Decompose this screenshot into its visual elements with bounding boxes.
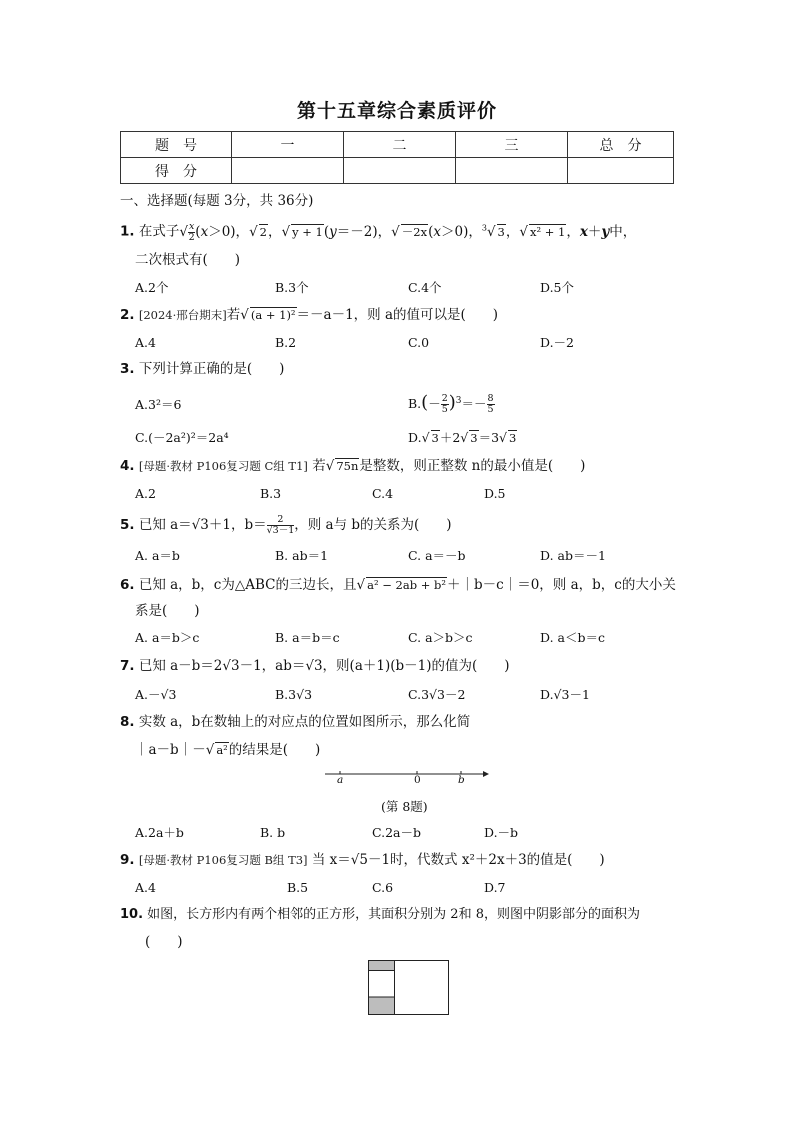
option-d[interactable]: D. ab＝－1 bbox=[540, 548, 606, 563]
question-text: 在式子 bbox=[138, 223, 180, 240]
option-a[interactable]: A.2个 bbox=[135, 280, 169, 295]
question-2 bbox=[120, 306, 498, 324]
score-input-cell[interactable] bbox=[456, 158, 568, 184]
question-text: 下列计算正确的是( ) bbox=[138, 361, 285, 377]
question-number: 5. bbox=[120, 517, 135, 533]
question-number: 3. bbox=[120, 361, 135, 377]
table-cell: 一 bbox=[232, 132, 344, 158]
axis-label-a: a bbox=[337, 774, 344, 786]
question-10 bbox=[120, 906, 640, 924]
question-8-line2 bbox=[135, 741, 320, 759]
question-text: 已知 a，b，c为△ABC的三边长，且 bbox=[138, 577, 357, 593]
math-expression: √ 75n bbox=[325, 458, 359, 474]
option-d[interactable]: D.√3－1 bbox=[540, 687, 590, 702]
option-c[interactable]: C.0 bbox=[408, 335, 430, 350]
score-input-cell[interactable] bbox=[232, 158, 344, 184]
question-number: 4. bbox=[120, 458, 135, 474]
table-cell: 二 bbox=[344, 132, 456, 158]
option-c[interactable]: C.4个 bbox=[408, 280, 442, 295]
question-1 bbox=[120, 219, 636, 243]
option-c[interactable]: C. a＞b＞c bbox=[408, 630, 473, 645]
option-d[interactable]: D.√ 3＋2√ 3＝3√ 3 bbox=[408, 430, 517, 445]
table-row bbox=[121, 158, 674, 184]
option-b[interactable]: B. b bbox=[260, 825, 286, 840]
question-3 bbox=[120, 360, 284, 378]
question-text: ＝－a－1，则 a的值可以是( ) bbox=[296, 307, 499, 323]
table-cell: 三 bbox=[456, 132, 568, 158]
option-b[interactable]: B. ab＝1 bbox=[275, 548, 329, 563]
question-text: ＋｜b－c｜＝0，则 a，b，c的大小关 bbox=[447, 577, 676, 593]
option-d[interactable]: D.5 bbox=[484, 486, 506, 501]
option-d[interactable]: D.7 bbox=[484, 880, 506, 895]
question-source: [2024·邢台期末] bbox=[138, 308, 227, 322]
question-text: 若 bbox=[226, 307, 241, 323]
shaded-region bbox=[369, 961, 395, 971]
score-input-cell[interactable] bbox=[344, 158, 456, 184]
table-cell: 题 号 bbox=[121, 132, 232, 158]
axis-label-b: b bbox=[458, 774, 465, 786]
option-label: B. bbox=[408, 396, 422, 412]
question-6-line2: 系是( ) bbox=[135, 603, 200, 619]
question-text: 实数 a，b在数轴上的对应点的位置如图所示，那么化简 bbox=[138, 714, 471, 730]
option-a[interactable]: A.4 bbox=[135, 335, 156, 350]
option-a[interactable]: A. a＝b bbox=[135, 548, 180, 563]
math-expression: √ (a + 1)² bbox=[240, 307, 296, 323]
question-number: 6. bbox=[120, 577, 135, 593]
question-10-line2: ( ) bbox=[145, 934, 183, 950]
question-1-line2: 二次根式有( ) bbox=[135, 252, 241, 268]
option-c[interactable]: C.4 bbox=[372, 486, 394, 501]
question-number: 1. bbox=[120, 223, 135, 240]
arrow-right-icon bbox=[483, 771, 489, 777]
question-4 bbox=[120, 457, 585, 475]
question-text: 已知 a－b＝2√3－1，ab＝√3，则(a＋1)(b－1)的值为( ) bbox=[138, 658, 510, 674]
math-expression: √ a² − 2ab + b² bbox=[356, 577, 446, 593]
figure-caption: (第 8题) bbox=[381, 799, 428, 814]
option-d[interactable]: D.－2 bbox=[540, 335, 575, 350]
number-line-figure bbox=[325, 765, 490, 789]
option-c[interactable]: C. a＝－b bbox=[408, 548, 466, 563]
option-a[interactable]: A.4 bbox=[135, 880, 156, 895]
question-text: 是整数，则正整数 n的最小值是( ) bbox=[359, 458, 586, 474]
question-text: 当 x＝√5－1时，代数式 x²＋2x＋3的值是( ) bbox=[311, 852, 605, 868]
table-cell: 总 分 bbox=[568, 132, 674, 158]
axis-label-zero: 0 bbox=[414, 774, 421, 786]
option-d[interactable]: D.5个 bbox=[540, 280, 575, 295]
option-c[interactable]: C.6 bbox=[372, 880, 394, 895]
option-b[interactable]: B.(－ $\frac{2}{5}$ )$^3$＝－ $\frac{8}{5}$ bbox=[408, 392, 494, 416]
question-8 bbox=[120, 713, 470, 731]
option-a[interactable]: A.2a＋b bbox=[135, 825, 184, 840]
question-source: [母题·教材 P106复习题 B组 T3] bbox=[138, 853, 308, 867]
question-number: 8. bbox=[120, 714, 135, 730]
option-a[interactable]: A.2 bbox=[135, 486, 156, 501]
question-text: 已知 a＝√3＋1，b＝ bbox=[138, 517, 267, 533]
option-d[interactable]: D.－b bbox=[484, 825, 519, 840]
option-a[interactable]: A.3²＝6 bbox=[135, 397, 182, 412]
option-b[interactable]: B.3√3 bbox=[275, 687, 313, 702]
score-input-cell[interactable] bbox=[568, 158, 674, 184]
question-text: 若 bbox=[312, 458, 326, 474]
question-number: 7. bbox=[120, 658, 135, 674]
option-c[interactable]: C.(－2a²)²＝2a⁴ bbox=[135, 430, 229, 445]
option-d[interactable]: D. a＜b＝c bbox=[540, 630, 605, 645]
math-expression: √ $\frac{x}{2}$ (x＞0)，√ 2，√ y + 1(y＝－2)，√ －2x(x＞0)，$^3$√ 3，√ x² + 1，x＋y中， bbox=[179, 220, 637, 243]
math-expression: √ a² bbox=[205, 742, 228, 758]
question-number: 9. bbox=[120, 852, 135, 868]
score-table bbox=[120, 131, 674, 184]
math-expression: $\frac{2}{√3-1}$ bbox=[266, 514, 295, 536]
question-text: ｜a－b｜－ bbox=[135, 742, 206, 758]
option-c[interactable]: C.2a－b bbox=[372, 825, 421, 840]
question-source: [母题·教材 P106复习题 C组 T1] bbox=[138, 459, 308, 473]
rectangle-squares-figure bbox=[368, 960, 450, 1016]
section-heading: 一、选择题(每题 3分，共 36分) bbox=[120, 193, 314, 209]
table-row bbox=[121, 132, 674, 158]
option-a[interactable]: A. a＝b＞c bbox=[135, 630, 200, 645]
option-label: D. bbox=[408, 430, 422, 445]
question-7 bbox=[120, 657, 510, 675]
table-cell: 得 分 bbox=[121, 158, 232, 184]
question-text: ，则 a与 b的关系为( ) bbox=[294, 517, 452, 533]
option-b[interactable]: B. a＝b＝c bbox=[275, 630, 340, 645]
option-c[interactable]: C.3√3－2 bbox=[408, 687, 466, 702]
option-b[interactable]: B.5 bbox=[287, 880, 309, 895]
question-number: 10. bbox=[120, 907, 144, 922]
option-b[interactable]: B.3 bbox=[260, 486, 282, 501]
question-number: 2. bbox=[120, 307, 135, 323]
page-title: 第十五章综合素质评价 bbox=[296, 100, 497, 122]
option-a[interactable]: A.－√3 bbox=[135, 687, 177, 702]
option-b[interactable]: B.2 bbox=[275, 335, 297, 350]
option-b[interactable]: B.3个 bbox=[275, 280, 309, 295]
question-5 bbox=[120, 515, 452, 536]
shaded-region bbox=[369, 997, 395, 1015]
question-text: 的结果是( ) bbox=[228, 742, 321, 758]
question-6 bbox=[120, 576, 676, 594]
question-text: 如图，长方形内有两个相邻的正方形，其面积分别为 2和 8，则图中阴影部分的面积为 bbox=[147, 907, 640, 922]
question-9 bbox=[120, 851, 605, 869]
